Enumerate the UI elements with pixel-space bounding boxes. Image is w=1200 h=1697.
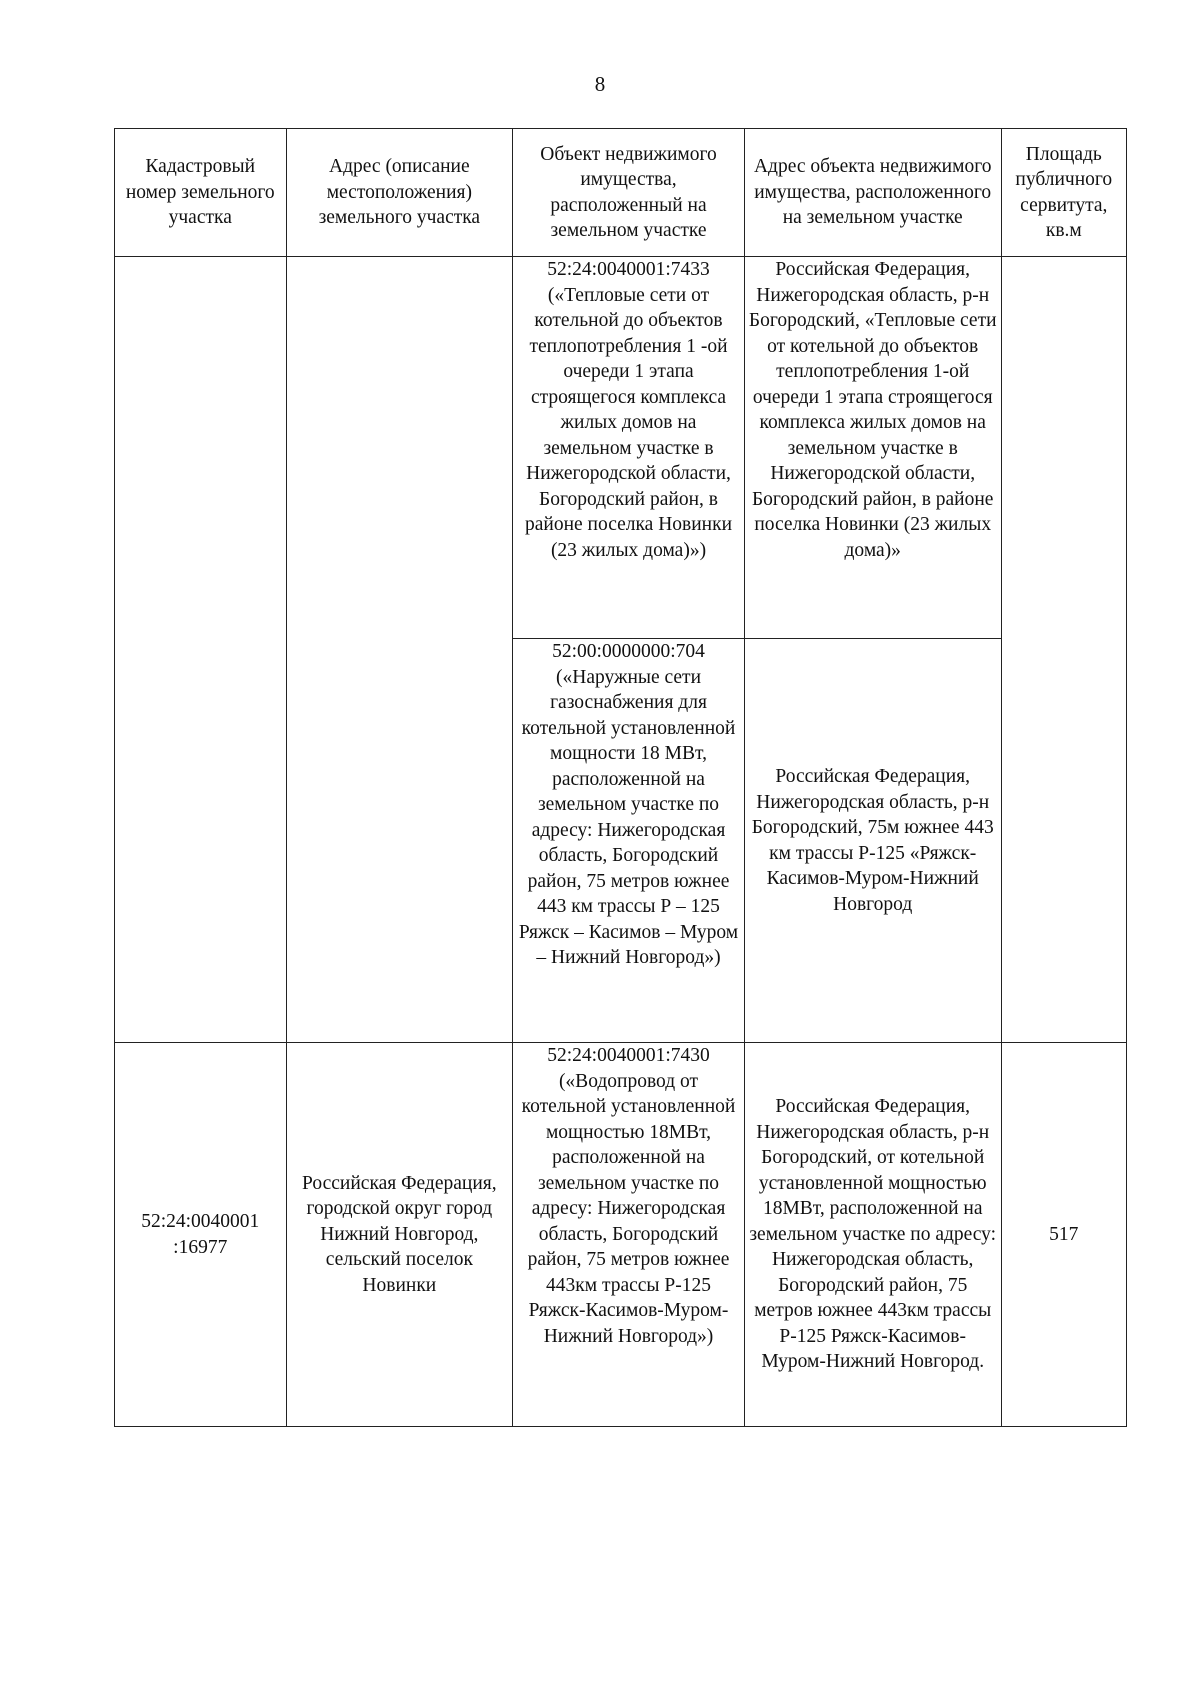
easement-area-cell: 517 xyxy=(1001,1043,1126,1427)
header-object-address: Адрес объекта недвижимого имущества, расположенного на земельном участке xyxy=(744,129,1001,257)
land-address-cell: Российская Федерация, городской округ город Нижний Новгород, сельский поселок Новинки xyxy=(286,1043,513,1427)
object-address-cell: Российская Федерация, Нижегородская область, р-н Богородский, «Тепловые сети от котельной до объектов теплопотребления 1-ой очереди 1 этапа строящегося комплекса жилых домов на земельном участке в Нижегородской области, Богородский район, в районе поселка Новинки (23 жилых дома)» xyxy=(744,257,1001,639)
cadastral-number-part-2: :16977 xyxy=(173,1236,228,1258)
easement-register-table xyxy=(114,128,1127,1427)
page-number: 8 xyxy=(594,72,606,96)
cadastral-number-cell xyxy=(115,257,287,1043)
property-object-cell: 52:24:0040001:7430 («Водопровод от котельной установленной мощностью 18МВт, расположенной на земельном участке по адресу: Нижегородская область, Богородский район, 75 метров южнее 443км трассы Р-125 Ряжск-Касимов-Муром-Нижний Новгород») xyxy=(513,1043,745,1427)
easement-area-cell xyxy=(1001,257,1126,1043)
table-header-row xyxy=(115,129,1127,257)
table-row xyxy=(115,257,1127,639)
header-easement-area: Площадь публичного сервитута, кв.м xyxy=(1001,129,1126,257)
header-land-address: Адрес (описание местоположения) земельного участка xyxy=(286,129,513,257)
cadastral-number-cell xyxy=(115,1043,287,1427)
property-object-cell: 52:24:0040001:7433 («Тепловые сети от котельной до объектов теплопотребления 1 -ой очереди 1 этапа строящегося комплекса жилых домов на земельном участке в Нижегородской области, Богородский район, в районе поселка Новинки (23 жилых дома)») xyxy=(513,257,745,639)
cadastral-number-part-1: 52:24:0040001 xyxy=(141,1211,260,1232)
object-address-cell: Российская Федерация, Нижегородская область, р-н Богородский, 75м южнее 443 км трассы Р-125 «Ряжск-Касимов-Муром-Нижний Новгород xyxy=(744,639,1001,1043)
property-object-cell: 52:00:0000000:704 («Наружные сети газоснабжения для котельной установленной мощности 18 МВт, расположенной на земельном участке по адресу: Нижегородская область, Богородский район, 75 метров южнее 443 км трассы Р – 125 Ряжск – Касимов – Муром – Нижний Новгород») xyxy=(513,639,745,1043)
header-cadastral-number: Кадастровый номер земельного участка xyxy=(115,129,287,257)
object-address-cell: Российская Федерация, Нижегородская область, р-н Богородский, от котельной установленной мощностью 18МВт, расположенной на земельном участке по адресу: Нижегородская область, Богородский район, 75 метров южнее 443км трассы Р-125 Ряжск-Касимов-Муром-Нижний Новгород. xyxy=(744,1043,1001,1427)
land-address-cell xyxy=(286,257,513,1043)
table-row xyxy=(115,1043,1127,1427)
header-property-object: Объект недвижимого имущества, расположенный на земельном участке xyxy=(513,129,745,257)
